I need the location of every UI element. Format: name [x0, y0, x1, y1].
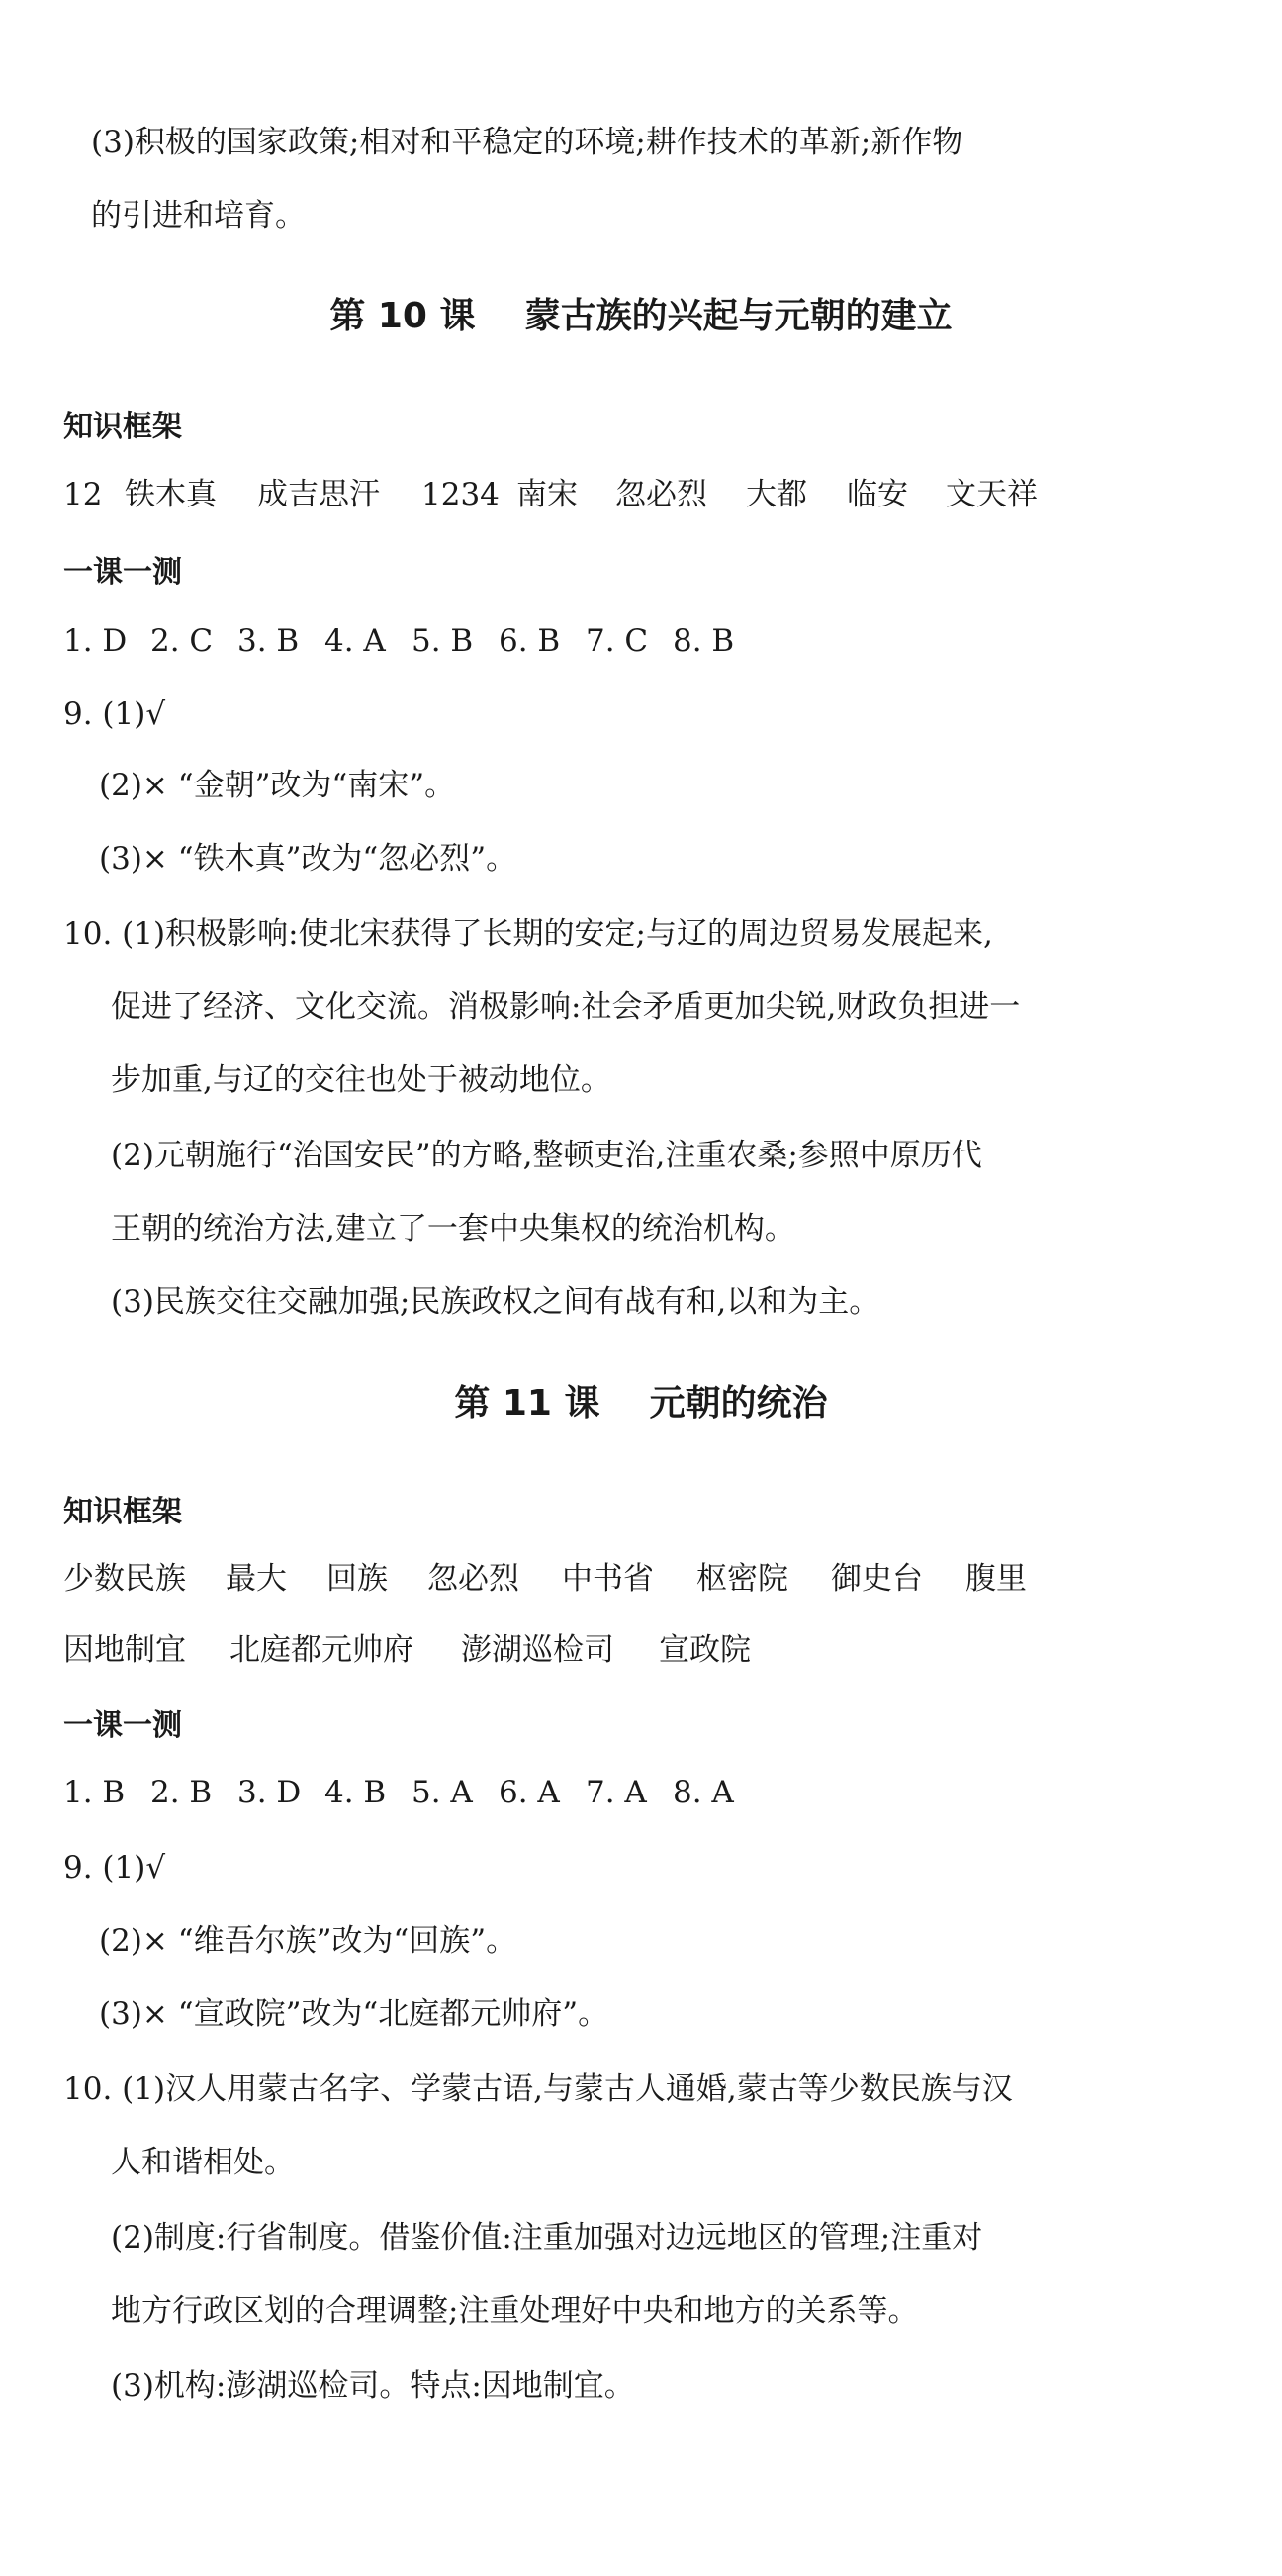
mc-answers — [63, 619, 734, 663]
q10-line: 促进了经济、文化交流。消极影响:社会矛盾更加尖锐,财政负担进一 — [111, 989, 1021, 1025]
mc-answer: 6. A — [499, 1775, 560, 1810]
framework-items — [63, 1557, 1027, 1601]
mc-answer: 4. A — [324, 623, 386, 659]
mc-answer: 5. B — [412, 623, 474, 659]
test-heading: 一课一测 — [63, 555, 182, 590]
framework-item: 忽必烈 — [427, 1561, 519, 1597]
mc-answer: 5. A — [412, 1775, 473, 1810]
mc-answer: 2. B — [150, 1775, 213, 1810]
mc-answers — [63, 1771, 734, 1814]
mc-answer: 8. A — [673, 1775, 734, 1810]
framework-item: 忽必烈 — [615, 477, 707, 512]
mc-answer: 1. B — [63, 1775, 126, 1810]
mc-answer: 4. B — [324, 1775, 387, 1810]
framework-heading: 知识框架 — [63, 410, 182, 444]
q10-line: (3)民族交往交融加强;民族政权之间有战有和,以和为主。 — [111, 1284, 880, 1320]
framework-item: 大都 — [746, 477, 807, 512]
q9-line: 9. (1)√ — [63, 696, 166, 732]
text-line: 的引进和培育。 — [91, 198, 306, 233]
framework-item: 最大 — [226, 1561, 287, 1597]
q10-line: (2)制度:行省制度。借鉴价值:注重加强对边远地区的管理;注重对 — [111, 2220, 983, 2255]
framework-heading: 知识框架 — [63, 1495, 182, 1529]
lesson-10-title: 第 10 课 蒙古族的兴起与元朝的建立 — [329, 296, 953, 336]
framework-item: 铁木真 — [125, 477, 217, 512]
q10-line: (2)元朝施行“治国安民”的方略,整顿吏治,注重农桑;参照中原历代 — [111, 1138, 982, 1173]
framework-item: 临安 — [847, 477, 908, 512]
q9-line: (3)× “宣政院”改为“北庭都元帅府”。 — [99, 1996, 609, 2032]
q9-line: (3)× “铁木真”改为“忽必烈”。 — [99, 841, 517, 876]
q10-line: 10. (1)汉人用蒙古名字、学蒙古语,与蒙古人通婚,蒙古等少数民族与汉 — [63, 2071, 1013, 2107]
text-line: (3)积极的国家政策;相对和平稳定的环境;耕作技术的革新;新作物 — [91, 125, 963, 160]
framework-item: 1234 — [421, 477, 500, 512]
framework-item: 因地制宜 — [63, 1632, 186, 1668]
framework-item: 腹里 — [965, 1561, 1027, 1597]
framework-item: 澎湖巡检司 — [461, 1632, 614, 1668]
mc-answer: 3. B — [237, 623, 300, 659]
q10-line: 步加重,与辽的交往也处于被动地位。 — [111, 1062, 611, 1098]
mc-answer: 7. C — [586, 623, 649, 659]
q10-line: (3)机构:澎湖巡检司。特点:因地制宜。 — [111, 2368, 635, 2404]
framework-item: 御史台 — [831, 1561, 923, 1597]
q9-line: 9. (1)√ — [63, 1850, 166, 1886]
framework-items — [63, 473, 1038, 516]
q10-line: 人和谐相处。 — [111, 2145, 295, 2180]
mc-answer: 2. C — [150, 623, 214, 659]
framework-item: 少数民族 — [63, 1561, 186, 1597]
lesson-11-title: 第 11 课 元朝的统治 — [454, 1383, 828, 1424]
mc-answer: 1. D — [63, 623, 128, 659]
mc-answer: 7. A — [586, 1775, 647, 1810]
test-heading: 一课一测 — [63, 1708, 182, 1743]
framework-item: 成吉思汗 — [257, 477, 380, 512]
framework-item: 中书省 — [562, 1561, 654, 1597]
q9-line: (2)× “金朝”改为“南宋”。 — [99, 768, 456, 803]
framework-item: 12 — [63, 477, 103, 512]
framework-item: 文天祥 — [946, 477, 1038, 512]
mc-answer: 6. B — [499, 623, 561, 659]
framework-item: 南宋 — [516, 477, 578, 512]
q9-line: (2)× “维吾尔族”改为“回族”。 — [99, 1923, 517, 1959]
q10-line: 王朝的统治方法,建立了一套中央集权的统治机构。 — [111, 1211, 795, 1246]
framework-item: 枢密院 — [696, 1561, 788, 1597]
mc-answer: 8. B — [673, 623, 735, 659]
framework-item: 宣政院 — [659, 1632, 751, 1668]
framework-items — [63, 1628, 751, 1672]
framework-item: 北庭都元帅府 — [229, 1632, 413, 1668]
framework-item: 回族 — [326, 1561, 388, 1597]
mc-answer: 3. D — [237, 1775, 302, 1810]
q10-line: 10. (1)积极影响:使北宋获得了长期的安定;与辽的周边贸易发展起来, — [63, 916, 993, 952]
q10-line: 地方行政区划的合理调整;注重处理好中央和地方的关系等。 — [111, 2293, 919, 2329]
